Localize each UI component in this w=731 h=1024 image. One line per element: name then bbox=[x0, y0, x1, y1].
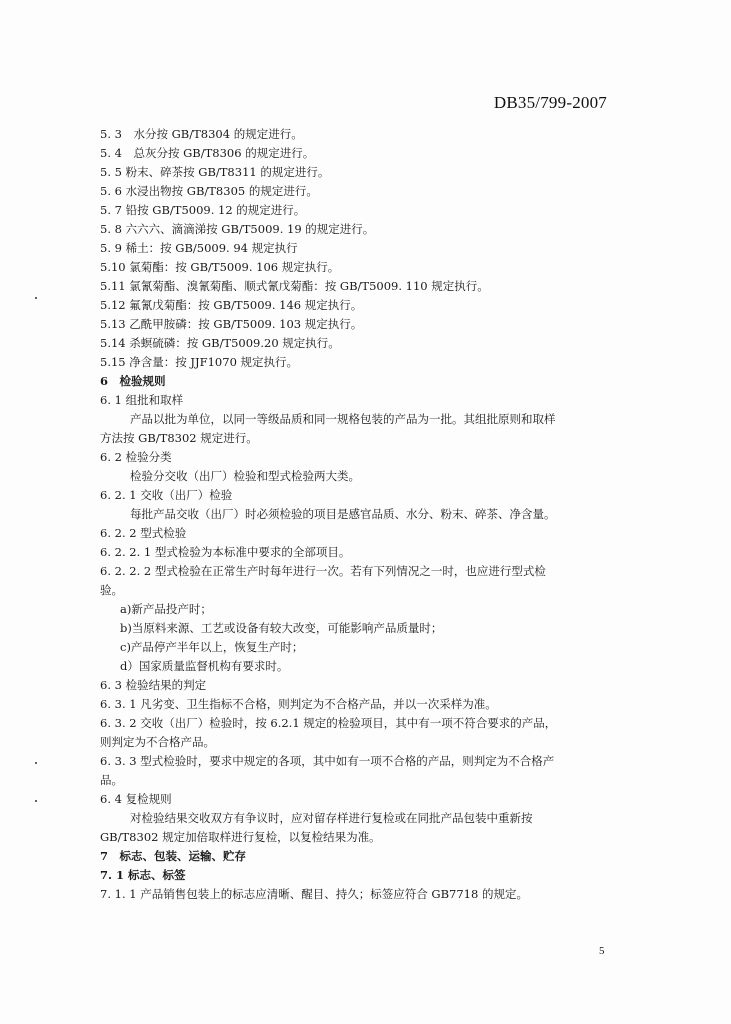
clause-6-1-heading: 6. 1 组批和取样 bbox=[100, 393, 184, 407]
clause-5-15: 5.15 净含量：按 JJF1070 规定执行。 bbox=[100, 355, 299, 369]
clause-6-2-heading: 6. 2 检验分类 bbox=[100, 450, 172, 464]
clause-6-2-2-2-line2: 验。 bbox=[100, 583, 123, 597]
clause-5-7: 5. 7 铅按 GB/T5009. 12 的规定进行。 bbox=[100, 203, 306, 217]
clause-7-1-heading: 7. 1 标志、标签 bbox=[100, 868, 186, 882]
clause-6-1-body-line1: 产品以批为单位，以同一等级品质和同一规格包装的产品为一批。其组批原则和取样 bbox=[130, 412, 556, 426]
clause-5-12: 5.12 氟氰戊菊酯：按 GB/T5009. 146 规定执行。 bbox=[100, 298, 363, 312]
section-6-heading: 6 检验规则 bbox=[100, 374, 166, 388]
clause-6-1-body-line2: 方法按 GB/T8302 规定进行。 bbox=[100, 431, 258, 445]
clause-6-2-1-heading: 6. 2. 1 交收（出厂）检验 bbox=[100, 488, 233, 502]
list-item-b: b)当原料来源、工艺或设备有较大改变，可能影响产品质量时； bbox=[120, 621, 443, 635]
clause-6-2-2-2-line1: 6. 2. 2. 2 型式检验在正常生产时每年进行一次。若有下列情况之一时，也应进行型式检 bbox=[100, 564, 546, 578]
list-item-c: c)产品停产半年以上，恢复生产时； bbox=[120, 640, 304, 654]
clause-6-3-3-line1: 6. 3. 3 型式检验时，要求中规定的各项，其中如有一项不合格的产品，则判定为不合格产 bbox=[100, 754, 555, 768]
clause-6-4-body-line1: 对检验结果交收双方有争议时，应对留存样进行复检或在同批产品包装中重新按 bbox=[130, 811, 533, 825]
section-7-heading: 7 标志、包装、运输、贮存 bbox=[100, 849, 247, 863]
clause-5-9: 5. 9 稀土：按 GB/5009. 94 规定执行 bbox=[100, 241, 298, 255]
list-item-a: a)新产品投产时； bbox=[120, 602, 212, 616]
clause-5-11: 5.11 氯氰菊酯、溴氰菊酯、顺式氰戊菊酯：按 GB/T5009. 110 规定执行。 bbox=[100, 279, 489, 293]
clause-5-5: 5. 5 粉末、碎茶按 GB/T8311 的规定进行。 bbox=[100, 165, 330, 179]
clause-5-6: 5. 6 水浸出物按 GB/T8305 的规定进行。 bbox=[100, 184, 318, 198]
clause-7-1-1: 7. 1. 1 产品销售包装上的标志应清晰、醒目、持久；标签应符合 GB7718 的规定。 bbox=[100, 887, 528, 901]
clause-5-8: 5. 8 六六六、滴滴涕按 GB/T5009. 19 的规定进行。 bbox=[100, 222, 375, 236]
clause-6-2-1-body: 每批产品交收（出厂）时必须检验的项目是感官品质、水分、粉末、碎茶、净含量。 bbox=[130, 507, 556, 521]
clause-6-3-2-line2: 则判定为不合格产品。 bbox=[100, 735, 215, 749]
page-number: 5 bbox=[599, 945, 605, 957]
clause-5-13: 5.13 乙酰甲胺磷：按 GB/T5009. 103 规定执行。 bbox=[100, 317, 363, 331]
scan-speck bbox=[35, 800, 37, 802]
standard-number: DB35/799-2007 bbox=[493, 93, 607, 112]
clause-5-4: 5. 4 总灰分按 GB/T8306 的规定进行。 bbox=[100, 146, 315, 160]
list-item-d: d）国家质量监督机构有要求时。 bbox=[120, 659, 289, 673]
clause-6-2-body: 检验分交收（出厂）检验和型式检验两大类。 bbox=[130, 469, 360, 483]
clause-6-3-1: 6. 3. 1 凡劣变、卫生指标不合格，则判定为不合格产品，并以一次采样为准。 bbox=[100, 697, 497, 711]
clause-5-10: 5.10 氯菊酯：按 GB/T5009. 106 规定执行。 bbox=[100, 260, 340, 274]
clause-6-3-3-line2: 品。 bbox=[100, 773, 123, 787]
clause-6-3-2-line1: 6. 3. 2 交收（出厂）检验时，按 6.2.1 规定的检验项目，其中有一项不符合要求的产品， bbox=[100, 716, 557, 730]
scan-speck bbox=[35, 297, 37, 299]
clause-6-2-2-1: 6. 2. 2. 1 型式检验为本标准中要求的全部项目。 bbox=[100, 545, 351, 559]
clause-5-14: 5.14 杀螟硫磷：按 GB/T5009.20 规定执行。 bbox=[100, 336, 340, 350]
clause-6-2-2-heading: 6. 2. 2 型式检验 bbox=[100, 526, 187, 540]
clause-5-3: 5. 3 水分按 GB/T8304 的规定进行。 bbox=[100, 127, 303, 141]
scan-speck bbox=[35, 762, 37, 764]
clause-6-4-heading: 6. 4 复检规则 bbox=[100, 792, 172, 806]
clause-6-4-body-line2: GB/T8302 规定加倍取样进行复检，以复检结果为准。 bbox=[100, 830, 381, 844]
clause-6-3-heading: 6. 3 检验结果的判定 bbox=[100, 678, 207, 692]
